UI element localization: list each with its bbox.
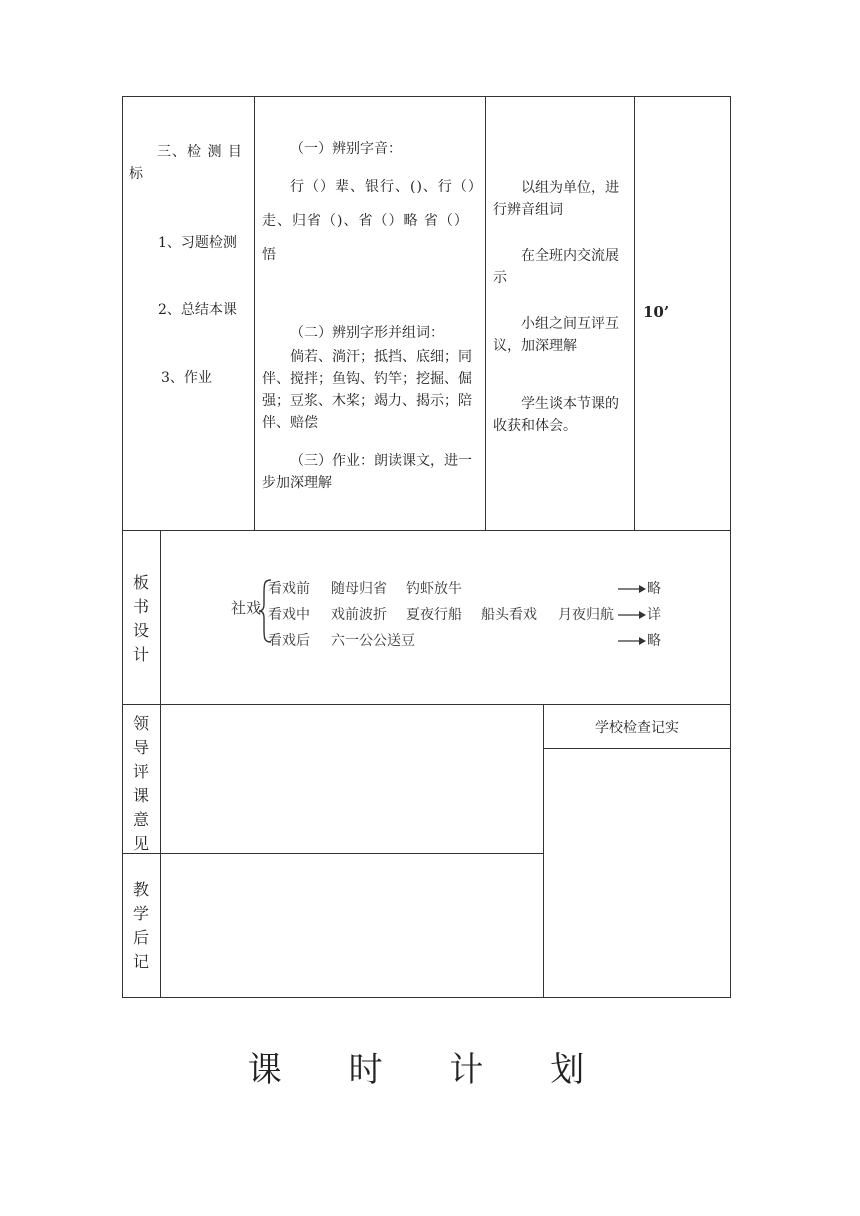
arrow-right-icon [618, 584, 646, 594]
label-char: 见 [132, 834, 149, 853]
board-item: 戏前波折 [331, 607, 387, 623]
label-char: 教 [132, 880, 149, 899]
board-item: 随母归省 [331, 581, 387, 597]
label-char: 课 [132, 786, 149, 805]
label-char: 导 [132, 738, 149, 757]
label-char: 板 [132, 573, 149, 592]
board-item: 月夜归航 [558, 607, 614, 623]
arrow-right-icon [618, 610, 646, 620]
divider [160, 530, 161, 705]
divider [485, 96, 486, 531]
board-item: 夏夜行船 [406, 607, 462, 623]
board-item: 船头看戏 [481, 607, 537, 623]
label-char: 设 [132, 621, 149, 640]
stage-heading: 三、检 测 目标 [129, 144, 243, 182]
label-char: 后 [132, 928, 149, 947]
content-column [262, 138, 480, 494]
board-item: 看戏后 [268, 633, 310, 649]
section-title: （一）辨别字音： [290, 141, 402, 157]
stage-column [129, 141, 249, 185]
divider [160, 704, 161, 998]
stage-item: 3、作业 [161, 370, 212, 386]
school-check-title: 学校检查记实 [595, 720, 679, 736]
board-item: 看戏前 [268, 581, 310, 597]
activity-text: 在全班内交流展示 [493, 248, 619, 286]
label-char: 记 [132, 952, 149, 971]
section-body: 倘若、淌汗；抵挡、底细；同伴、搅拌；鱼钩、钓竿；挖掘、倔强；豆浆、木桨；竭力、揭示；陪伴、赔偿 [262, 349, 472, 431]
divider [634, 96, 635, 531]
arrow-right-icon [618, 636, 646, 646]
divider [543, 748, 731, 749]
board-mark: 略 [647, 581, 661, 597]
postscript-label [122, 878, 160, 974]
section-body: 行（）辈、银行、()、行（）走、归省（)、省（）略 省（）悟 [262, 179, 476, 263]
activity-text: 小组之间互评互议，加深理解 [493, 316, 619, 354]
label-char: 领 [132, 714, 149, 733]
activity-text: 以组为单位，进行辨音组词 [493, 180, 619, 218]
label-char: 书 [132, 597, 149, 616]
leader-label [122, 712, 160, 856]
stage-item: 2、总结本课 [158, 302, 237, 318]
label-char: 计 [132, 645, 149, 664]
board-item: 六一公公送豆 [331, 633, 415, 649]
board-mark: 详 [647, 607, 661, 623]
board-root: 社戏 [231, 599, 262, 617]
board-item: 看戏中 [268, 607, 310, 623]
stage-item: 1、习题检测 [158, 235, 237, 251]
divider [122, 853, 544, 854]
activity-text: 学生谈本节课的收获和体会。 [493, 396, 619, 434]
label-char: 评 [132, 762, 149, 781]
activity-column [493, 177, 629, 437]
section-title: （二）辨别字形并组词： [290, 325, 444, 341]
section-body: （三）作业：朗读课文，进一步加深理解 [262, 453, 472, 491]
board-item: 钓虾放牛 [406, 581, 462, 597]
divider [254, 96, 255, 531]
board-mark: 略 [647, 633, 661, 649]
label-char: 学 [132, 904, 149, 923]
time-label: 10’ [643, 303, 670, 321]
label-char: 意 [132, 810, 149, 829]
page-title: 课 时 计 划 [247, 1050, 613, 1090]
board-label [122, 571, 160, 667]
